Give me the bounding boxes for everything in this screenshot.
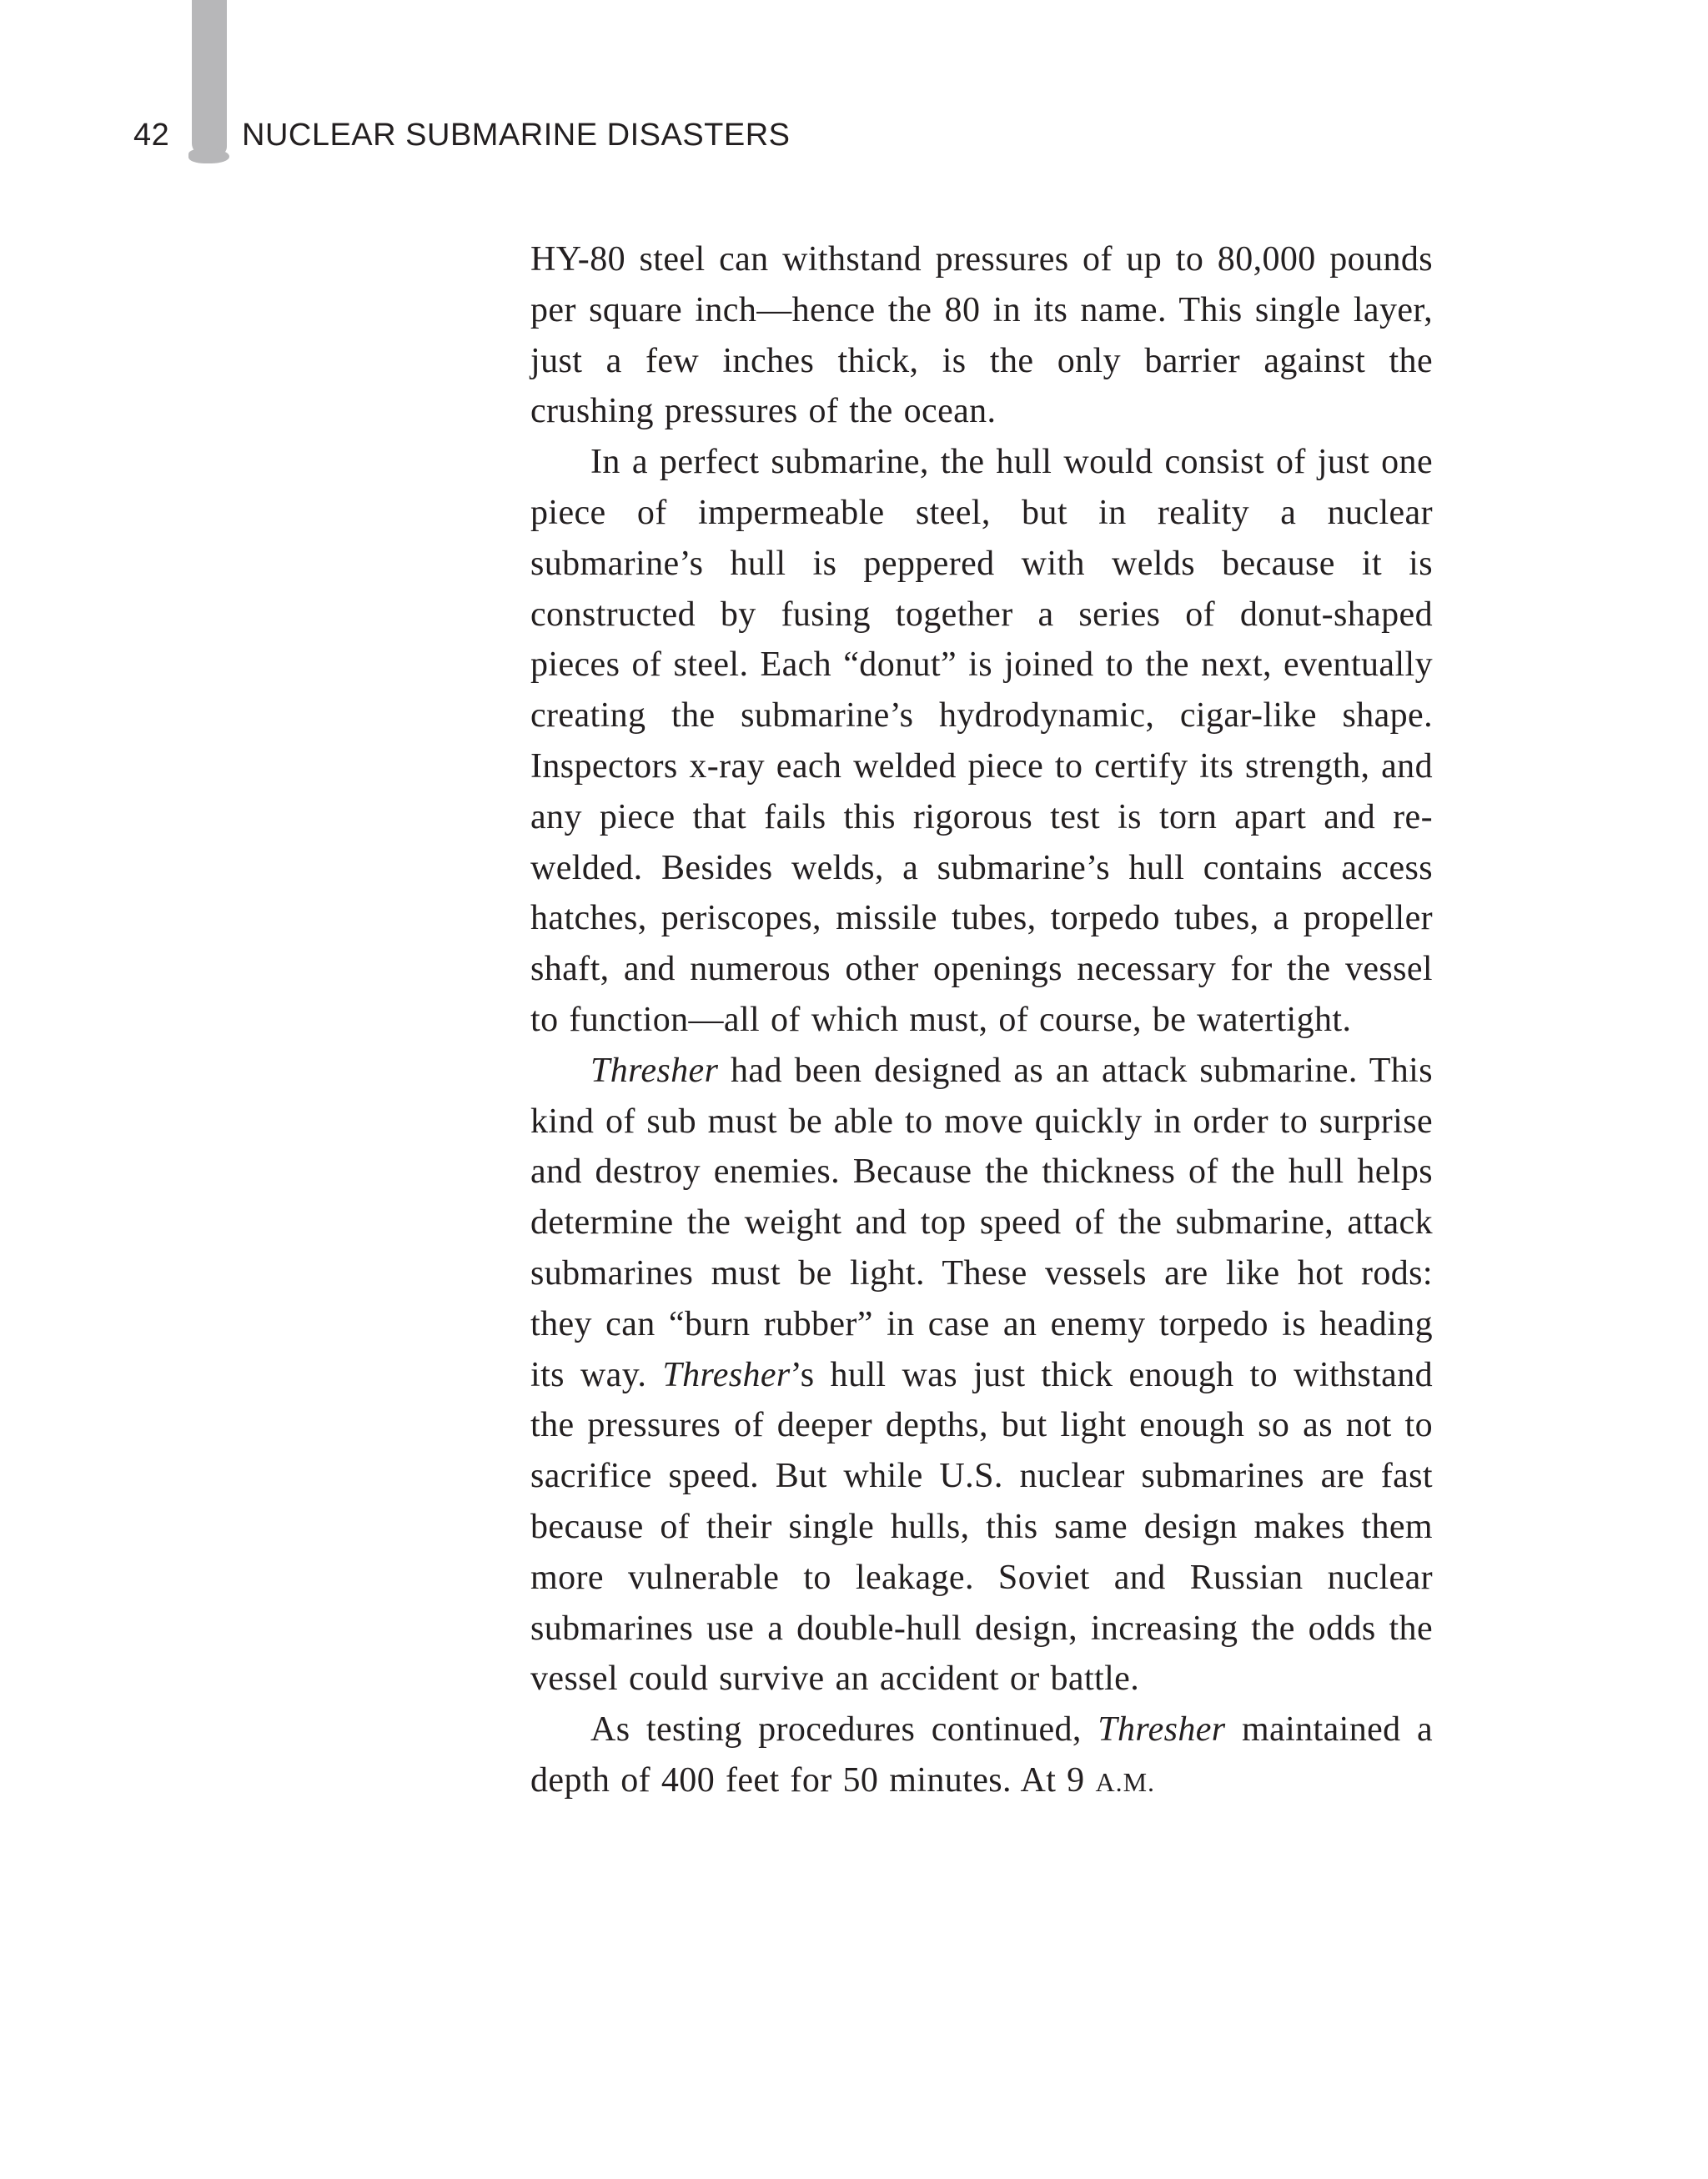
ship-name-italic: Thresher xyxy=(662,1355,791,1394)
paragraph-3 xyxy=(530,1046,1433,1705)
paragraph-3-text-2: ’s hull was just thick enough to withstand the pressures of deeper depths, but light enough so as not to sacrifice speed. But while U.S. nuclear submarines are fast because of their single hulls, this same design makes them more vulnerable to leakage. Soviet and Russian nuclear submarines use a double-hull design, increasing the odds the vessel could survive an accident or battle. xyxy=(530,1355,1434,1699)
paragraph-4-text-2: maintained a depth of 400 feet for 50 minutes. At 9 xyxy=(530,1710,1433,1800)
paragraph-2: In a perfect submarine, the hull would consist of just one piece of impermeable steel, but in reality a nuclear submarine’s hull is peppered with welds because it is constructed by fusing together a series of donut-shaped pieces of steel. Each “donut” is joined to the next, eventually creating the submarine’s hydrodynamic, cigar-like shape. Inspectors x-ray each welded piece to certify its strength, and any piece that fails this rigorous test is torn apart and re-welded. Besides welds, a submarine’s hull contains access hatches, periscopes, missile tubes, torpedo tubes, a propeller shaft, and numerous other openings necessary for the vessel to function—all of which must, of course, be watertight. xyxy=(530,443,1433,1039)
ship-name-italic: Thresher xyxy=(590,1051,719,1090)
running-head xyxy=(133,118,791,159)
page-number: 42 xyxy=(133,118,170,153)
ship-name-italic: Thresher xyxy=(1098,1710,1226,1750)
paragraph-1: HY-80 steel can withstand pressures of up to 80,000 pounds per square inch—hence the 80 in its name. This single layer, just a few inches thick, is the only barrier against the crushing pressures of the ocean. xyxy=(530,240,1433,431)
paragraph-4 xyxy=(530,1705,1433,1808)
paragraph-4-text-1: As testing procedures continued, xyxy=(590,1710,1098,1750)
paragraph-3-text-1: had been designed as an attack submarine. This kind of sub must be able to move quickly in order to surprise and destroy enemies. Because the thickness of the hull helps determine the weight and top speed of the submarine, attack submarines must be light. These vessels are like hot rods: they can “burn rubber” in case an enemy torpedo is heading its way. xyxy=(530,1051,1433,1394)
time-smallcaps: A.M. xyxy=(1095,1766,1156,1797)
running-title: NUCLEAR SUBMARINE DISASTERS xyxy=(242,118,791,153)
body-text xyxy=(530,234,1433,1808)
